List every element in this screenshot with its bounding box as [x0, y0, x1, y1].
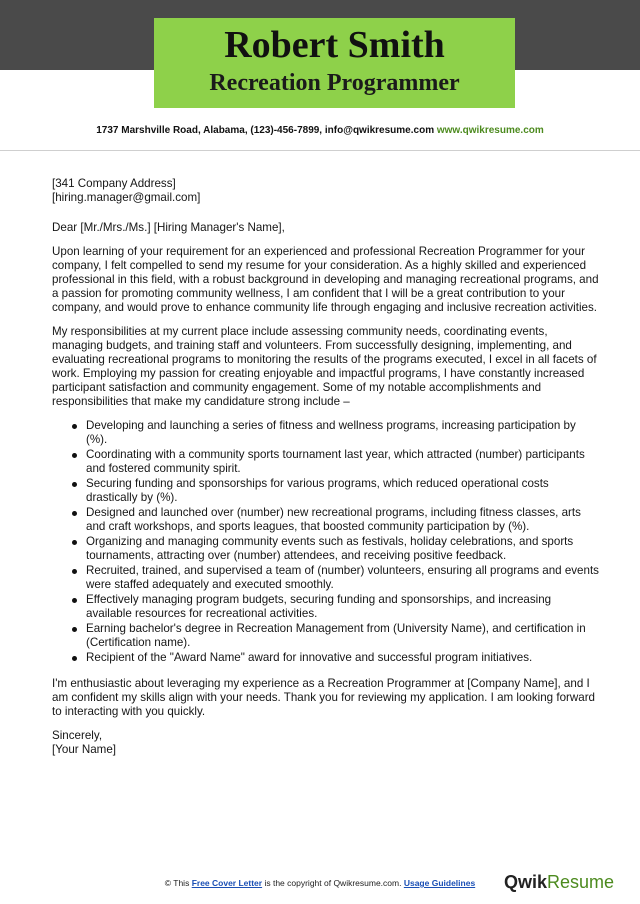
footer-prefix: © This	[164, 878, 190, 888]
recipient-email: [hiring.manager@gmail.com]	[52, 191, 201, 204]
letter-body	[52, 177, 600, 767]
job-title: Recreation Programmer	[209, 70, 460, 96]
website-link[interactable]: www.qwikresume.com	[436, 125, 544, 136]
recipient-address: [341 Company Address]	[52, 177, 176, 190]
list-item: Recruited, trained, and supervised a team of (number) volunteers, ensuring all programs and events were staffed adequately and executed smoothly.	[72, 564, 600, 592]
list-item: Designed and launched over (number) new recreational programs, including fitness classes, arts and craft workshops, and sports leagues, that boosted community participation by (%).	[72, 506, 600, 534]
list-item: Coordinating with a community sports tournament last year, which attracted (number) participants and fostered community spirit.	[72, 448, 600, 476]
signature: [Your Name]	[52, 743, 117, 756]
list-item: Organizing and managing community events such as festivals, holiday celebrations, and sports tournaments, attracting over (number) attendees, and receiving positive feedback.	[72, 535, 600, 563]
salutation: Dear [Mr./Mrs./Ms.] [Hiring Manager's Name],	[52, 221, 285, 234]
free-cover-letter-link[interactable]: Free Cover Letter	[191, 878, 263, 888]
contact-details: 1737 Marshville Road, Alabama, (123)-456-7899, info@qwikresume.com	[96, 125, 435, 136]
paragraph-closing: I'm enthusiastic about leveraging my experience as a Recreation Programmer at [Company Name], and I am confident my skills align with your needs. Thank you for reviewing my application. I am looking forward to interacting with you quickly.	[52, 677, 596, 718]
list-item: Recipient of the "Award Name" award for innovative and successful program initiatives.	[72, 651, 600, 665]
footer-copyright: is the copyright of Qwikresume.com.	[264, 878, 402, 888]
usage-guidelines-link[interactable]: Usage Guidelines	[403, 878, 476, 888]
list-item: Developing and launching a series of fitness and wellness programs, increasing participation by (%).	[72, 419, 600, 447]
name-banner	[154, 18, 515, 108]
recipient-block	[52, 177, 600, 205]
paragraph-intro: Upon learning of your requirement for an experienced and professional Recreation Programmer for your company, I felt compelled to send my resume for your consideration. As a highly skilled and experienced professional in this field, with a robust background in developing and managing recreational programs, and a passion for promoting community wellness, I am confident that I will be a great contribution to your company, and would prove to enhance community life through engaging and inclusive recreation activities.	[52, 245, 599, 314]
candidate-name: Robert Smith	[224, 24, 445, 66]
divider	[0, 150, 640, 151]
paragraph-responsibilities: My responsibilities at my current place include assessing community needs, coordinating events, managing budgets, and training staff and volunteers. From successfully designing, implementing, and evaluating recreational programs to monitoring the results of the programs executed, I excel in all facets of work. Employing my passion for creating enjoyable and impactful programs, I have constantly increased participant satisfaction and community engagement. Some of my notable accomplishments and responsibilities that make my candidature strong include –	[52, 325, 597, 408]
accomplishments-list	[72, 419, 600, 665]
signoff-block	[52, 729, 600, 757]
list-item: Effectively managing program budgets, securing funding and sponsorships, and increasing available resources for recreational activities.	[72, 593, 600, 621]
list-item: Securing funding and sponsorships for various programs, which reduced operational costs drastically by (%).	[72, 477, 600, 505]
list-item: Earning bachelor's degree in Recreation Management from (University Name), and certification in (Certification name).	[72, 622, 600, 650]
signoff: Sincerely,	[52, 729, 103, 742]
logo-part-qwik: Qwik	[504, 872, 548, 892]
contact-line	[0, 125, 640, 136]
logo-part-resume: Resume	[547, 872, 615, 892]
qwikresume-logo	[504, 872, 614, 893]
